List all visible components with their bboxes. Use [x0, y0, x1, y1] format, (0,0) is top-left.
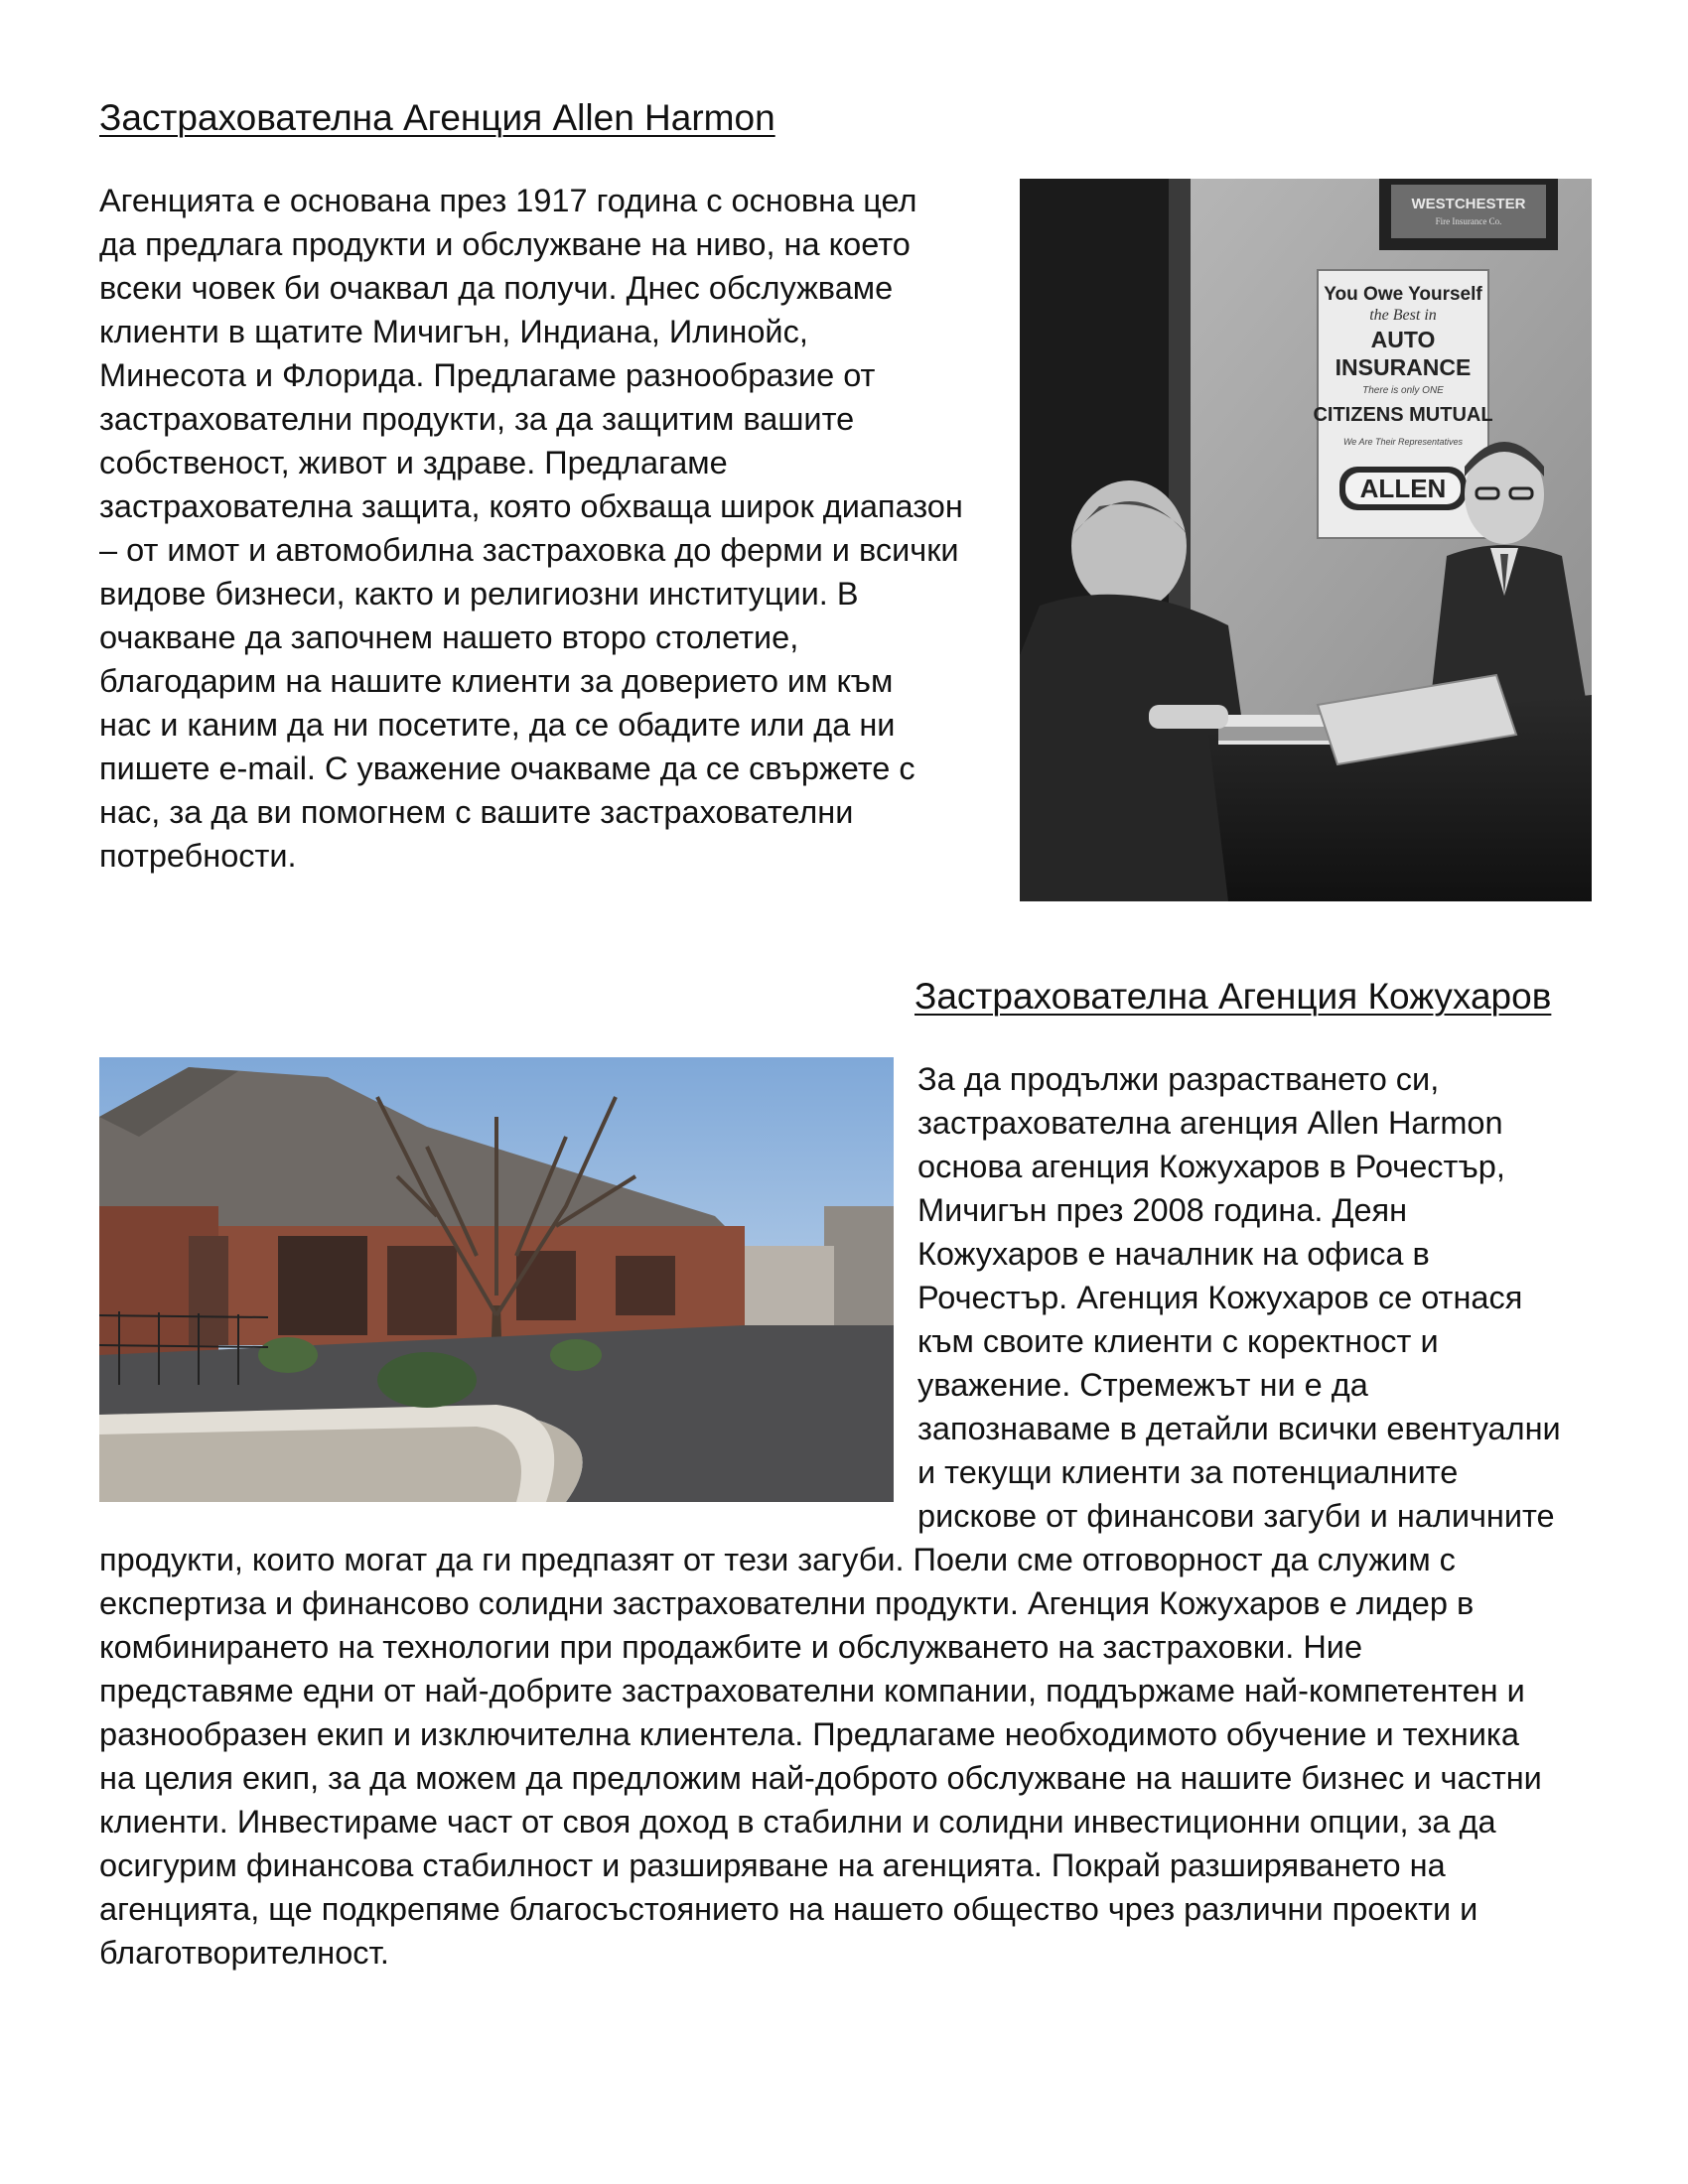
- paragraph-line: Кожухаров е началник на офиса в: [917, 1236, 1430, 1272]
- paragraph-line: комбинирането на технологии при продажбите и обслужването на застраховки. Ние: [99, 1629, 1363, 1665]
- paragraph-line: представяме едни от най-добрите застрахователни компании, поддържаме най-компетентен и: [99, 1673, 1525, 1708]
- paragraph-line: да предлага продукти и обслужване на ниво, на което: [99, 226, 911, 262]
- paragraph-line: Минесота и Флорида. Предлагаме разнообразие от: [99, 357, 876, 393]
- paragraph-line: осигурим финансова стабилност и разширяване на агенцията. Покрай разширяването на: [99, 1847, 1446, 1883]
- paragraph-line: към своите клиенти с коректност и: [917, 1323, 1439, 1359]
- paragraph-line: За да продължи разрастването си,: [917, 1061, 1440, 1097]
- paragraph-line: Рочестър. Агенция Кожухаров се отнася: [917, 1280, 1523, 1315]
- paragraph-line: агенцията, ще подкрепяме благосъстоянието на нашето общество чрез различни проекти и: [99, 1891, 1478, 1927]
- poster-line: You Owe Yourself: [1324, 284, 1482, 305]
- paragraph-line: очакване да започнем нашето второ столетие,: [99, 619, 799, 655]
- poster-line: There is only ONE: [1362, 385, 1444, 396]
- paragraph-line: продукти, които могат да ги предпазят от тези загуби. Поели сме отговорност да служим с: [99, 1542, 1456, 1577]
- office-building-photo: [99, 1057, 894, 1502]
- section-heading-kozhuharov: Застрахователна Агенция Кожухаров: [914, 976, 1552, 1017]
- paragraph-line: – от имот и автомобилна застраховка до ферми и всички: [99, 532, 959, 568]
- paragraph-line: видове бизнеси, както и религиозни институции. В: [99, 576, 859, 612]
- vintage-office-photo: [1020, 179, 1592, 901]
- paragraph-line: застрахователни продукти, за да защитим вашите: [99, 401, 855, 437]
- poster-line: the Best in: [1369, 307, 1437, 324]
- paragraph-line: Мичигън през 2008 година. Деян: [917, 1192, 1408, 1228]
- paragraph-line: потребности.: [99, 838, 297, 874]
- paragraph-line: застрахователна защита, която обхваща широк диапазон: [99, 488, 963, 524]
- paragraph-line: на целия екип, за да можем да предложим най-доброто обслужване на нашите бизнес и частни: [99, 1760, 1542, 1796]
- paragraph-line: експертиза и финансово солидни застрахователни продукти. Агенция Кожухаров е лидер в: [99, 1585, 1475, 1621]
- paragraph-line: разнообразен екип и изключителна клиентела. Предлагаме необходимото обучение и техника: [99, 1716, 1519, 1752]
- paragraph-line: клиенти в щатите Мичигън, Индиана, Илинойс,: [99, 314, 808, 349]
- paragraph-line: пишете e-mail. С уважение очакваме да се свържете с: [99, 751, 915, 786]
- sign-frame-subtitle: Fire Insurance Co.: [1435, 216, 1502, 226]
- poster-line: INSURANCE: [1335, 354, 1472, 380]
- paragraph-line: и текущи клиенти за потенциалните: [917, 1454, 1459, 1490]
- section-heading-allen-harmon: Застрахователна Агенция Allen Harmon: [99, 97, 775, 138]
- paragraph-line: застрахователна агенция Allen Harmon: [917, 1105, 1503, 1141]
- poster-line: We Are Their Representatives: [1342, 437, 1464, 447]
- paragraph-line: уважение. Стремежът ни е да: [917, 1367, 1368, 1403]
- poster-line: CITIZENS MUTUAL: [1313, 404, 1493, 426]
- paragraph-line: клиенти. Инвестираме част от своя доход в стабилни и солидни инвестиционни опции, за да: [99, 1804, 1496, 1840]
- paragraph-line: запознаваме в детайли всички евентуални: [917, 1411, 1561, 1446]
- paragraph-line: нас и каним да ни посетите, да се обадите или да ни: [99, 707, 896, 743]
- paragraph-line: основа агенция Кожухаров в Рочестър,: [917, 1149, 1505, 1184]
- paragraph-line: Агенцията е основана през 1917 година с основна цел: [99, 183, 917, 218]
- paragraph-line: рискове от финансови загуби и наличните: [917, 1498, 1555, 1534]
- paragraph-line: собственост, живот и здраве. Предлагаме: [99, 445, 728, 480]
- paragraph-line: всеки човек би очаквал да получи. Днес обслужваме: [99, 270, 894, 306]
- poster-line: AUTO: [1370, 327, 1436, 352]
- paragraph-line: нас, за да ви помогнем с вашите застрахователни: [99, 794, 854, 830]
- sign-frame-title: WESTCHESTER: [1411, 196, 1526, 212]
- poster-line: ALLEN: [1359, 474, 1447, 503]
- paragraph-line: благотворителност.: [99, 1935, 389, 1971]
- paragraph-line: благодарим на нашите клиенти за доверието им към: [99, 663, 894, 699]
